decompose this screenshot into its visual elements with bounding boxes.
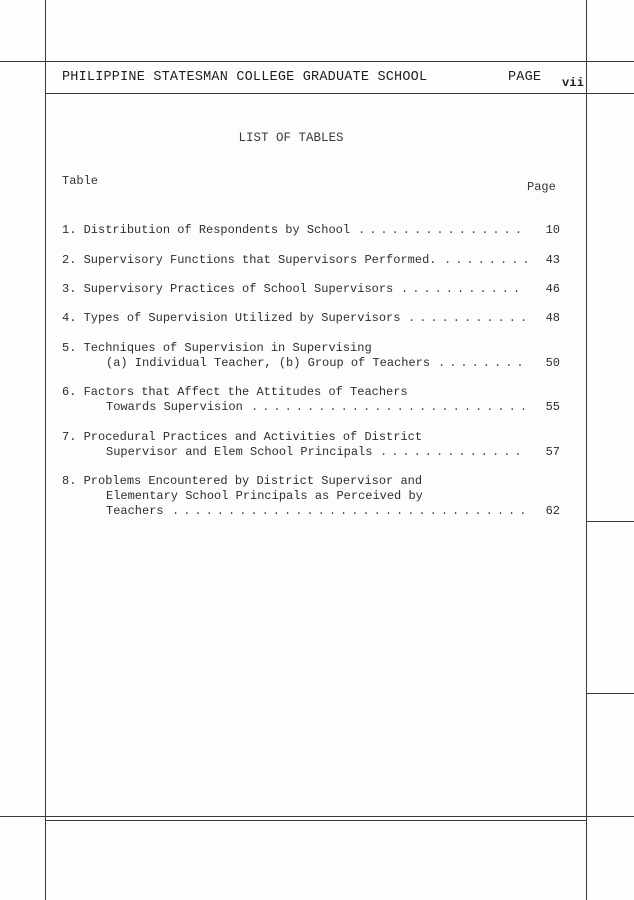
toc-entry-page: 10 (545, 223, 560, 237)
toc-entry-line (62, 445, 560, 460)
toc-entry-page: 43 (545, 253, 560, 267)
toc-entry (62, 282, 560, 297)
toc-entry-text: Supervisory Practices of School Supervisors (83, 282, 394, 296)
header-bottom-rule (45, 93, 634, 94)
toc-entry-text: Factors that Affect the Attitudes of Teachers (83, 385, 408, 399)
toc-entry-page: 57 (545, 445, 560, 459)
page-title: LIST OF TABLES (238, 131, 344, 145)
toc-entry-line (62, 223, 560, 238)
toc-entry-number: 4. (62, 311, 84, 325)
page-label: PAGE (508, 70, 542, 85)
footer-inner-rule (45, 820, 586, 821)
toc-entry (62, 341, 560, 371)
toc-entry-number: 1. (62, 223, 84, 237)
toc-entry-line (62, 400, 560, 415)
toc-entry-text: Types of Supervision Utilized by Supervisors (83, 311, 401, 325)
toc-entry-number: 8. (62, 474, 84, 488)
right-strip-rule-1 (586, 521, 634, 522)
toc-entry-page: 62 (545, 504, 560, 518)
dot-leader: ........... (408, 311, 532, 325)
page-column-heading: Page (527, 180, 556, 194)
toc-entry-text: Procedural Practices and Activities of District (83, 430, 423, 444)
toc-entry (62, 474, 560, 519)
toc-entry (62, 223, 560, 238)
right-margin-rule (586, 0, 587, 900)
toc-entry-page: 50 (545, 356, 560, 370)
dot-leader: ................................ (172, 504, 531, 518)
toc-entry (62, 253, 560, 268)
toc-entry-number: 5. (62, 341, 84, 355)
toc-entry-number: 7. (62, 430, 84, 444)
toc-entry (62, 430, 560, 460)
toc-entry-line (62, 474, 560, 489)
toc-entry-text: Elementary School Principals as Perceived by (106, 489, 423, 503)
right-strip-rule-2 (586, 693, 634, 694)
toc-entry-line (62, 430, 560, 445)
toc-entry-text: Techniques of Supervision in Supervising (83, 341, 372, 355)
toc-entry-text: Supervisor and Elem School Principals (106, 445, 373, 459)
school-name: PHILIPPINE STATESMAN COLLEGE GRADUATE SCHOOL (62, 70, 428, 85)
toc-entry-line (62, 253, 560, 268)
dot-leader: ........ (438, 356, 528, 370)
table-column-heading: Table (62, 174, 99, 188)
toc-entry-line (62, 356, 560, 371)
toc-entry-page: 46 (545, 282, 560, 296)
toc-entry-line (62, 489, 560, 504)
header-top-rule (0, 61, 634, 62)
footer-top-rule (0, 816, 634, 817)
toc-entry-number: 3. (62, 282, 84, 296)
toc-entry-line (62, 282, 560, 297)
toc-entry-text: Supervisory Functions that Supervisors Performed. (83, 253, 437, 267)
toc-entry-line (62, 341, 560, 356)
toc-entry-text: Problems Encountered by District Supervisor and (83, 474, 423, 488)
toc-entry-page: 55 (545, 400, 560, 414)
toc-entry-text: (a) Individual Teacher, (b) Group of Teachers (106, 356, 431, 370)
page-header (62, 70, 585, 90)
toc-entry (62, 311, 560, 326)
dot-leader: ............. (380, 445, 526, 459)
toc-entry-line (62, 385, 560, 400)
dot-leader: ........... (401, 282, 525, 296)
dot-leader: ......................... (251, 400, 532, 414)
toc-entry-line (62, 504, 560, 519)
toc-entry-text: Towards Supervision (106, 400, 243, 414)
toc-entry-number: 2. (62, 253, 84, 267)
dot-leader: ............... (358, 223, 527, 237)
toc-entry-page: 48 (545, 311, 560, 325)
toc-entry-number: 6. (62, 385, 84, 399)
dot-leader: ........ (444, 253, 534, 267)
page-number: vii (562, 76, 585, 90)
toc-entry (62, 385, 560, 415)
toc-entry-text: Teachers (106, 504, 164, 518)
toc-entry-text: Distribution of Respondents by School (83, 223, 351, 237)
toc-entry-line (62, 311, 560, 326)
